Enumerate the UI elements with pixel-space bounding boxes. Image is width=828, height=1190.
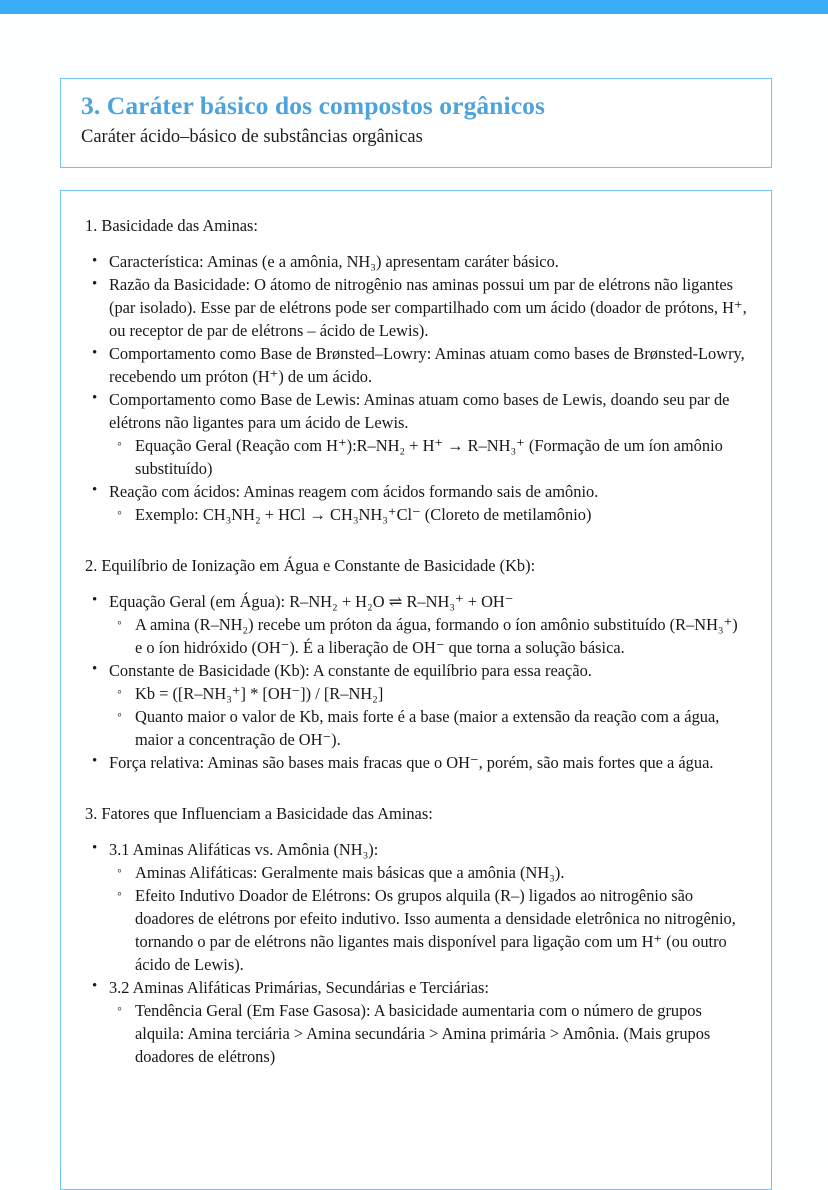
list-item	[83, 274, 749, 343]
document-header-card	[60, 78, 772, 168]
list-item-text: ◦ Tendência Geral (Em Fase Gasosa): A basicidade aumentaria com o número de grupos alquila: Amina terciária > Amina secundária > Amina primária > Amônia. (Mais grupos doadores de elétrons)	[135, 1000, 749, 1069]
list-item-text: • Característica: Aminas (e a amônia, NH₃) apresentam caráter básico.	[109, 251, 749, 274]
list-item	[109, 614, 749, 660]
list-item-text: ◦ Quanto maior o valor de Kb, mais forte é a base (maior a extensão da reação com a água, maior a concentração de OH⁻).	[135, 706, 749, 752]
list-item-text: • Força relativa: Aminas são bases mais fracas que o OH⁻, porém, são mais fortes que a água.	[109, 752, 749, 775]
list-item-text: ◦ Kb = ([R–NH₃⁺] * [OH⁻]) / [R–NH₂]	[135, 683, 749, 706]
list-item	[83, 660, 749, 752]
list-item-text: ◦ Efeito Indutivo Doador de Elétrons: Os grupos alquila (R–) ligados ao nitrogênio são doadores de elétrons por efeito indutivo. Isso aumenta a densidade eletrônica no nitrogênio, tornando o par de elétrons não ligantes mais disponível para ligação com um H⁺ (ou outro ácido de Lewis).	[135, 885, 749, 977]
nested-bullet-list	[109, 1000, 749, 1069]
list-item	[83, 343, 749, 389]
list-item	[83, 977, 749, 1069]
nested-bullet-list	[109, 862, 749, 977]
document-body-card	[60, 190, 772, 1190]
section-heading-1: 1. Basicidade das Aminas:	[85, 216, 258, 235]
list-item	[83, 251, 749, 274]
section-1-bullet-list	[83, 251, 749, 527]
list-item	[83, 839, 749, 977]
list-item	[83, 481, 749, 527]
list-item	[109, 683, 749, 706]
list-item-text: • 3.2 Aminas Alifáticas Primárias, Secundárias e Terciárias:	[109, 977, 749, 1000]
list-item	[109, 862, 749, 885]
top-accent-bar	[0, 0, 828, 14]
list-item-text: • Equação Geral (em Água): R–NH₂ + H₂O ⇌ R–NH₃⁺ + OH⁻	[109, 591, 749, 614]
list-item-text: • Constante de Basicidade (Kb): A constante de equilíbrio para essa reação.	[109, 660, 749, 683]
nested-bullet-list	[109, 504, 749, 527]
list-item	[109, 885, 749, 977]
list-item-text: • Razão da Basicidade: O átomo de nitrogênio nas aminas possui um par de elétrons não ligantes (par isolado). Esse par de elétrons pode ser compartilhado com um ácido (doador de prótons, H⁺, ou receptor de par de elétrons – ácido de Lewis).	[109, 274, 749, 343]
section-heading-3: 3. Fatores que Influenciam a Basicidade das Aminas:	[85, 803, 433, 823]
list-item-text: • Comportamento como Base de Lewis: Aminas atuam como bases de Lewis, doando seu par de elétrons não ligantes para um ácido de Lewis.	[109, 389, 749, 435]
list-item	[83, 752, 749, 775]
list-item	[109, 504, 749, 527]
section-3-bullet-list	[83, 839, 749, 1069]
list-item	[109, 435, 749, 481]
nested-bullet-list	[109, 614, 749, 660]
list-item-text: ◦ Exemplo: CH₃NH₂ + HCl → CH₃NH₃⁺Cl⁻ (Cloreto de metilamônio)	[135, 504, 749, 527]
page-title: 3. Caráter básico dos compostos orgânicos	[81, 91, 546, 120]
list-item	[109, 1000, 749, 1069]
list-item-text: ◦ A amina (R–NH₂) recebe um próton da água, formando o íon amônio substituído (R–NH₃⁺) e o íon hidróxido (OH⁻). É a liberação de OH⁻ que torna a solução básica.	[135, 614, 749, 660]
list-item-text: • 3.1 Aminas Alifáticas vs. Amônia (NH₃):	[109, 839, 749, 862]
document-page	[0, 14, 828, 1171]
list-item	[109, 706, 749, 752]
nested-bullet-list	[109, 683, 749, 752]
section-heading-2: 2. Equilíbrio de Ionização em Água e Constante de Basicidade (Kb):	[85, 555, 536, 575]
nested-bullet-list	[109, 435, 749, 481]
list-item-text: ◦ Equação Geral (Reação com H⁺):R–NH₂ + H⁺ → R–NH₃⁺ (Formação de um íon amônio substituído)	[135, 435, 749, 481]
list-item-text: • Reação com ácidos: Aminas reagem com ácidos formando sais de amônio.	[109, 481, 749, 504]
list-item-text: ◦ Aminas Alifáticas: Geralmente mais básicas que a amônia (NH₃).	[135, 862, 749, 885]
page-subtitle: Caráter ácido–básico de substâncias orgânicas	[81, 127, 423, 148]
list-item	[83, 591, 749, 660]
list-item-text: • Comportamento como Base de Brønsted–Lowry: Aminas atuam como bases de Brønsted-Lowry, recebendo um próton (H⁺) de um ácido.	[109, 343, 749, 389]
list-item	[83, 389, 749, 481]
section-2-bullet-list	[83, 591, 749, 775]
